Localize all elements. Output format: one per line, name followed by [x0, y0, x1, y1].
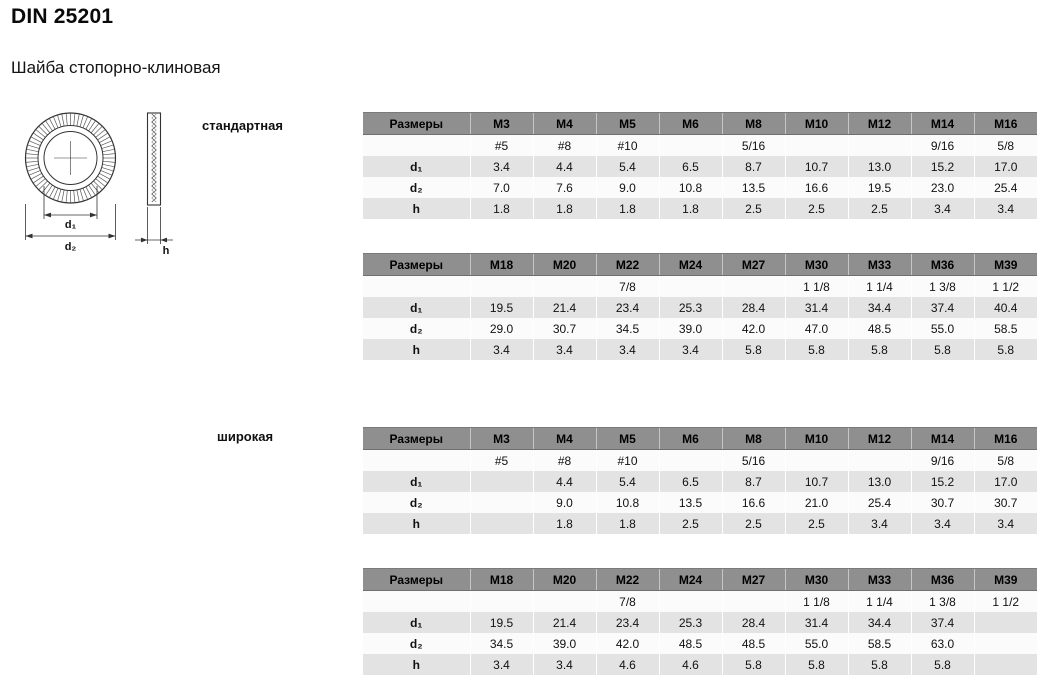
value-cell: 34.5: [596, 318, 659, 339]
value-cell: 58.5: [848, 633, 911, 654]
value-cell: 3.4: [974, 513, 1037, 534]
row-label: h: [363, 339, 470, 360]
column-header-m20: M20: [533, 569, 596, 591]
value-cell: 31.4: [785, 297, 848, 318]
row-label: [363, 276, 470, 298]
header-row: [363, 569, 1037, 591]
value-cell: 5.8: [848, 654, 911, 675]
column-header-m22: M22: [596, 254, 659, 276]
column-header-m33: M33: [848, 569, 911, 591]
value-cell: 3.4: [974, 198, 1037, 219]
value-cell: 3.4: [848, 513, 911, 534]
column-header-m16: M16: [974, 113, 1037, 135]
value-cell: 3.4: [911, 513, 974, 534]
value-cell: 5.8: [848, 339, 911, 360]
column-header-m39: M39: [974, 254, 1037, 276]
header-row: [363, 254, 1037, 276]
value-cell: 3.4: [596, 339, 659, 360]
value-cell: 30.7: [533, 318, 596, 339]
value-cell: 34.4: [848, 297, 911, 318]
value-cell: 25.4: [974, 177, 1037, 198]
row-label: d₁: [363, 156, 470, 177]
column-header-m14: M14: [911, 113, 974, 135]
value-cell: [470, 276, 533, 298]
row-label: d₂: [363, 633, 470, 654]
value-cell: 39.0: [533, 633, 596, 654]
value-cell: 13.5: [659, 492, 722, 513]
value-cell: 3.4: [470, 339, 533, 360]
value-cell: 34.4: [848, 612, 911, 633]
column-header-m24: M24: [659, 569, 722, 591]
value-cell: 37.4: [911, 612, 974, 633]
column-header-m6: M6: [659, 113, 722, 135]
value-cell: #10: [596, 135, 659, 157]
value-cell: 7/8: [596, 591, 659, 613]
value-cell: [470, 591, 533, 613]
value-cell: 30.7: [974, 492, 1037, 513]
value-cell: 28.4: [722, 612, 785, 633]
value-cell: 5.8: [974, 339, 1037, 360]
value-cell: 5.4: [596, 471, 659, 492]
value-cell: 25.3: [659, 297, 722, 318]
row-d2: [363, 492, 1037, 513]
value-cell: 5.8: [722, 339, 785, 360]
row-label: h: [363, 654, 470, 675]
value-cell: 1.8: [596, 198, 659, 219]
column-header-m3: M3: [470, 428, 533, 450]
value-cell: 4.6: [659, 654, 722, 675]
row-d1: [363, 156, 1037, 177]
value-cell: 5.8: [785, 654, 848, 675]
column-header-m36: M36: [911, 254, 974, 276]
value-cell: #8: [533, 135, 596, 157]
value-cell: 3.4: [659, 339, 722, 360]
column-header-m16: M16: [974, 428, 1037, 450]
value-cell: 6.5: [659, 471, 722, 492]
value-cell: 3.4: [470, 156, 533, 177]
value-cell: 4.4: [533, 156, 596, 177]
column-header-m36: M36: [911, 569, 974, 591]
value-cell: 13.5: [722, 177, 785, 198]
value-cell: 39.0: [659, 318, 722, 339]
value-cell: 9.0: [596, 177, 659, 198]
column-header-m5: M5: [596, 428, 659, 450]
value-cell: 4.6: [596, 654, 659, 675]
section-label-wide: широкая: [217, 429, 274, 444]
value-cell: 55.0: [911, 318, 974, 339]
washer-technical-drawing: [4, 100, 216, 265]
value-cell: 7/8: [596, 276, 659, 298]
size-column-header: Размеры: [363, 254, 470, 276]
row-d1: [363, 612, 1037, 633]
value-cell: 55.0: [785, 633, 848, 654]
value-cell: [974, 654, 1037, 675]
value-cell: 21.0: [785, 492, 848, 513]
column-header-m33: M33: [848, 254, 911, 276]
value-cell: 1 1/2: [974, 276, 1037, 298]
value-cell: 15.2: [911, 156, 974, 177]
dimension-table-wide-m18-m39: [363, 568, 1037, 675]
row-label: [363, 450, 470, 472]
value-cell: 1 1/4: [848, 276, 911, 298]
size-column-header: Размеры: [363, 113, 470, 135]
value-cell: 3.4: [533, 339, 596, 360]
column-header-m27: M27: [722, 569, 785, 591]
column-header-m18: M18: [470, 254, 533, 276]
value-cell: 10.7: [785, 471, 848, 492]
value-cell: [722, 276, 785, 298]
value-cell: 5.8: [911, 654, 974, 675]
value-cell: [470, 492, 533, 513]
value-cell: 13.0: [848, 471, 911, 492]
column-header-m39: M39: [974, 569, 1037, 591]
row-inch-sizes: [363, 276, 1037, 298]
value-cell: [974, 633, 1037, 654]
column-header-m8: M8: [722, 113, 785, 135]
value-cell: 1.8: [533, 198, 596, 219]
dimension-table-standard-m18-m39: [363, 253, 1037, 360]
column-header-m20: M20: [533, 254, 596, 276]
h-dimension-label: h: [162, 245, 170, 257]
header-row: [363, 428, 1037, 450]
column-header-m14: M14: [911, 428, 974, 450]
page-subtitle: Шайба стопорно-клиновая: [11, 58, 221, 77]
value-cell: [785, 135, 848, 157]
value-cell: 1.8: [533, 513, 596, 534]
value-cell: 40.4: [974, 297, 1037, 318]
value-cell: 10.7: [785, 156, 848, 177]
dimension-h: [135, 207, 173, 257]
value-cell: [848, 135, 911, 157]
column-header-m12: M12: [848, 113, 911, 135]
row-d2: [363, 318, 1037, 339]
column-header-m30: M30: [785, 569, 848, 591]
value-cell: 5/16: [722, 450, 785, 472]
row-d1: [363, 297, 1037, 318]
value-cell: 25.4: [848, 492, 911, 513]
column-header-m10: M10: [785, 428, 848, 450]
value-cell: 8.7: [722, 471, 785, 492]
value-cell: 5.8: [911, 339, 974, 360]
row-inch-sizes: [363, 591, 1037, 613]
value-cell: 21.4: [533, 612, 596, 633]
value-cell: 1 3/8: [911, 591, 974, 613]
column-header-m12: M12: [848, 428, 911, 450]
value-cell: 3.4: [533, 654, 596, 675]
value-cell: [470, 513, 533, 534]
value-cell: 16.6: [785, 177, 848, 198]
value-cell: 10.8: [596, 492, 659, 513]
value-cell: 58.5: [974, 318, 1037, 339]
value-cell: 17.0: [974, 471, 1037, 492]
value-cell: 2.5: [659, 513, 722, 534]
value-cell: [533, 591, 596, 613]
value-cell: 1.8: [659, 198, 722, 219]
value-cell: 5.8: [722, 654, 785, 675]
size-column-header: Размеры: [363, 569, 470, 591]
value-cell: 42.0: [596, 633, 659, 654]
value-cell: 19.5: [848, 177, 911, 198]
row-inch-sizes: [363, 450, 1037, 472]
value-cell: 5/8: [974, 450, 1037, 472]
value-cell: [974, 612, 1037, 633]
column-header-m3: M3: [470, 113, 533, 135]
value-cell: 1 3/8: [911, 276, 974, 298]
value-cell: #10: [596, 450, 659, 472]
value-cell: [659, 591, 722, 613]
value-cell: 19.5: [470, 297, 533, 318]
value-cell: [848, 450, 911, 472]
value-cell: 13.0: [848, 156, 911, 177]
row-label: d₂: [363, 318, 470, 339]
value-cell: 30.7: [911, 492, 974, 513]
value-cell: 9/16: [911, 135, 974, 157]
value-cell: 5/16: [722, 135, 785, 157]
value-cell: 48.5: [722, 633, 785, 654]
size-column-header: Размеры: [363, 428, 470, 450]
value-cell: 34.5: [470, 633, 533, 654]
row-label: [363, 135, 470, 157]
column-header-m24: M24: [659, 254, 722, 276]
value-cell: 3.4: [470, 654, 533, 675]
value-cell: 25.3: [659, 612, 722, 633]
value-cell: 42.0: [722, 318, 785, 339]
value-cell: 10.8: [659, 177, 722, 198]
value-cell: 23.4: [596, 297, 659, 318]
row-h: [363, 198, 1037, 219]
value-cell: 23.4: [596, 612, 659, 633]
washer-front-view: [26, 113, 116, 203]
value-cell: 6.5: [659, 156, 722, 177]
column-header-m22: M22: [596, 569, 659, 591]
value-cell: 4.4: [533, 471, 596, 492]
value-cell: [659, 450, 722, 472]
value-cell: 2.5: [785, 198, 848, 219]
row-label: d₁: [363, 297, 470, 318]
value-cell: 16.6: [722, 492, 785, 513]
value-cell: 47.0: [785, 318, 848, 339]
value-cell: 2.5: [785, 513, 848, 534]
value-cell: [470, 471, 533, 492]
value-cell: 1 1/8: [785, 591, 848, 613]
header-row: [363, 113, 1037, 135]
value-cell: 1.8: [596, 513, 659, 534]
column-header-m30: M30: [785, 254, 848, 276]
row-label: d₁: [363, 612, 470, 633]
row-inch-sizes: [363, 135, 1037, 157]
row-h: [363, 339, 1037, 360]
row-label: h: [363, 513, 470, 534]
row-d2: [363, 177, 1037, 198]
dimension-table-wide-m3-m16: [363, 427, 1037, 534]
value-cell: 2.5: [722, 198, 785, 219]
value-cell: 21.4: [533, 297, 596, 318]
row-label: d₁: [363, 471, 470, 492]
column-header-m27: M27: [722, 254, 785, 276]
value-cell: 2.5: [722, 513, 785, 534]
value-cell: 48.5: [659, 633, 722, 654]
value-cell: 31.4: [785, 612, 848, 633]
column-header-m18: M18: [470, 569, 533, 591]
value-cell: 9.0: [533, 492, 596, 513]
row-d1: [363, 471, 1037, 492]
row-h: [363, 654, 1037, 675]
value-cell: 8.7: [722, 156, 785, 177]
row-h: [363, 513, 1037, 534]
value-cell: 1 1/2: [974, 591, 1037, 613]
value-cell: 63.0: [911, 633, 974, 654]
value-cell: 7.0: [470, 177, 533, 198]
value-cell: 9/16: [911, 450, 974, 472]
row-label: h: [363, 198, 470, 219]
row-d2: [363, 633, 1037, 654]
value-cell: 17.0: [974, 156, 1037, 177]
value-cell: #5: [470, 450, 533, 472]
value-cell: 48.5: [848, 318, 911, 339]
value-cell: 19.5: [470, 612, 533, 633]
column-header-m4: M4: [533, 113, 596, 135]
value-cell: 1 1/4: [848, 591, 911, 613]
value-cell: 37.4: [911, 297, 974, 318]
value-cell: [659, 276, 722, 298]
value-cell: #5: [470, 135, 533, 157]
column-header-m6: M6: [659, 428, 722, 450]
row-label: d₂: [363, 492, 470, 513]
value-cell: 29.0: [470, 318, 533, 339]
row-label: d₂: [363, 177, 470, 198]
value-cell: 3.4: [911, 198, 974, 219]
value-cell: 5.4: [596, 156, 659, 177]
dimension-table-standard-m3-m16: [363, 112, 1037, 219]
value-cell: 1 1/8: [785, 276, 848, 298]
washer-side-view: [148, 113, 161, 205]
washer-drawing-svg: [4, 100, 216, 260]
value-cell: 2.5: [848, 198, 911, 219]
value-cell: 5.8: [785, 339, 848, 360]
column-header-m4: M4: [533, 428, 596, 450]
section-label-standard: стандартная: [202, 118, 283, 133]
value-cell: [533, 276, 596, 298]
value-cell: #8: [533, 450, 596, 472]
row-label: [363, 591, 470, 613]
value-cell: 23.0: [911, 177, 974, 198]
value-cell: 7.6: [533, 177, 596, 198]
page-title: DIN 25201: [11, 5, 114, 28]
value-cell: [722, 591, 785, 613]
column-header-m5: M5: [596, 113, 659, 135]
value-cell: 5/8: [974, 135, 1037, 157]
value-cell: 28.4: [722, 297, 785, 318]
column-header-m10: M10: [785, 113, 848, 135]
column-header-m8: M8: [722, 428, 785, 450]
value-cell: 1.8: [470, 198, 533, 219]
d2-dimension-label: d₂: [64, 241, 77, 253]
value-cell: [785, 450, 848, 472]
value-cell: 15.2: [911, 471, 974, 492]
d1-dimension-label: d₁: [64, 219, 77, 231]
value-cell: [659, 135, 722, 157]
